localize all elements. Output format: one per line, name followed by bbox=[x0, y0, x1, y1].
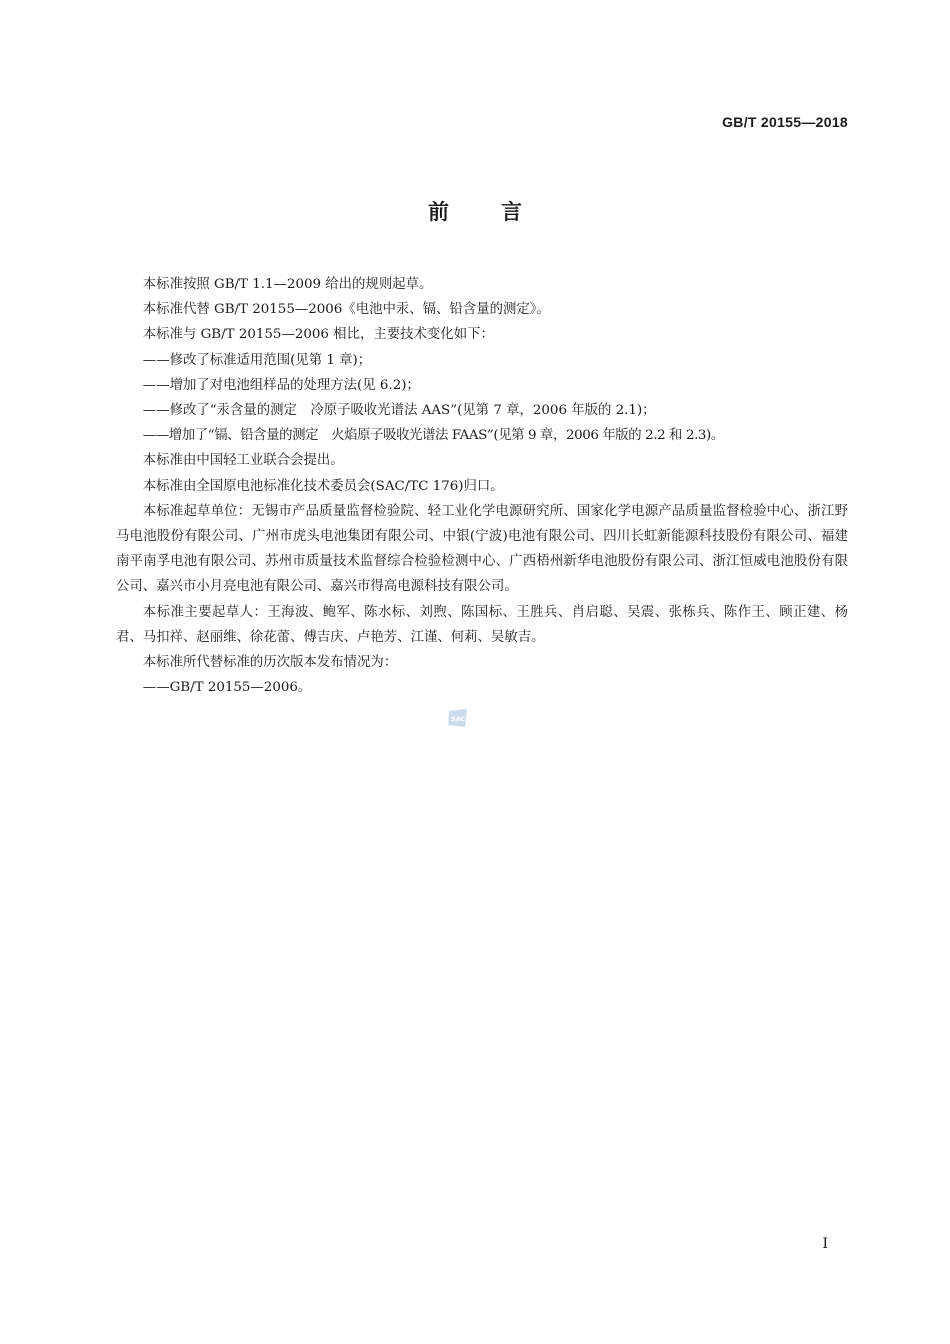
page-number: I bbox=[822, 1236, 828, 1252]
standard-code: GB/T 20155—2018 bbox=[722, 114, 848, 130]
paragraph: 本标准所代替标准的历次版本发布情况为： bbox=[142, 655, 398, 671]
paragraph: 本标准与 GB/T 20155—2006 相比，主要技术变化如下： bbox=[142, 327, 494, 343]
list-item: ——增加了“镉、铅含量的测定 火焰原子吸收光谱法 FAAS”(见第 9 章，2006 年版的 2.2 和 2.3)。 bbox=[142, 428, 724, 444]
list-item: ——修改了标准适用范围(见第 1 章)； bbox=[142, 352, 372, 368]
paragraph: 本标准代替 GB/T 20155—2006《电池中汞、镉、铅含量的测定》。 bbox=[142, 302, 550, 318]
drafting-units-paragraph: 本标准起草单位：无锡市产品质量监督检验院、轻工业化学电源研究所、国家化学电源产品质量监督检验中心、浙江野马电池股份有限公司、广州市虎头电池集团有限公司、中银(宁波)电池有限公司、四川长虹新能源科技股份有限公司、福建南平南孚电池有限公司、苏州市质量技术监督综合检验检测中心、广西梧州新华电池股份有限公司、浙江恒威电池股份有限公司、嘉兴市小月亮电池有限公司、嘉兴市得高电源科技有限公司。 bbox=[116, 503, 848, 595]
sac-watermark-logo bbox=[446, 707, 470, 729]
list-item: ——增加了对电池组样品的处理方法(见 6.2)； bbox=[142, 377, 420, 393]
paragraph: 本标准按照 GB/T 1.1—2009 给出的规则起草。 bbox=[142, 277, 433, 292]
drafters-paragraph: 本标准主要起草人：王海波、鲍军、陈水标、刘煦、陈国标、王胜兵、肖启聪、吴震、张栋兵、陈作王、顾正建、杨君、马扣祥、赵丽维、徐花蕾、傅吉庆、卢艳芳、江谨、何莉、吴敏吉。 bbox=[116, 604, 848, 645]
list-item: ——修改了“汞含量的测定 冷原子吸收光谱法 AAS”(见第 7 章，2006 年版的 2.1)； bbox=[142, 403, 656, 419]
paragraph: 本标准由中国轻工业联合会提出。 bbox=[142, 453, 344, 469]
page-title: 前言 bbox=[428, 200, 574, 224]
watermark-text: SAC bbox=[450, 715, 466, 723]
list-item: ——GB/T 20155—2006。 bbox=[142, 680, 312, 696]
foreword-body bbox=[116, 272, 848, 700]
paragraph: 本标准由全国原电池标准化技术委员会(SAC/TC 176)归口。 bbox=[142, 478, 504, 494]
